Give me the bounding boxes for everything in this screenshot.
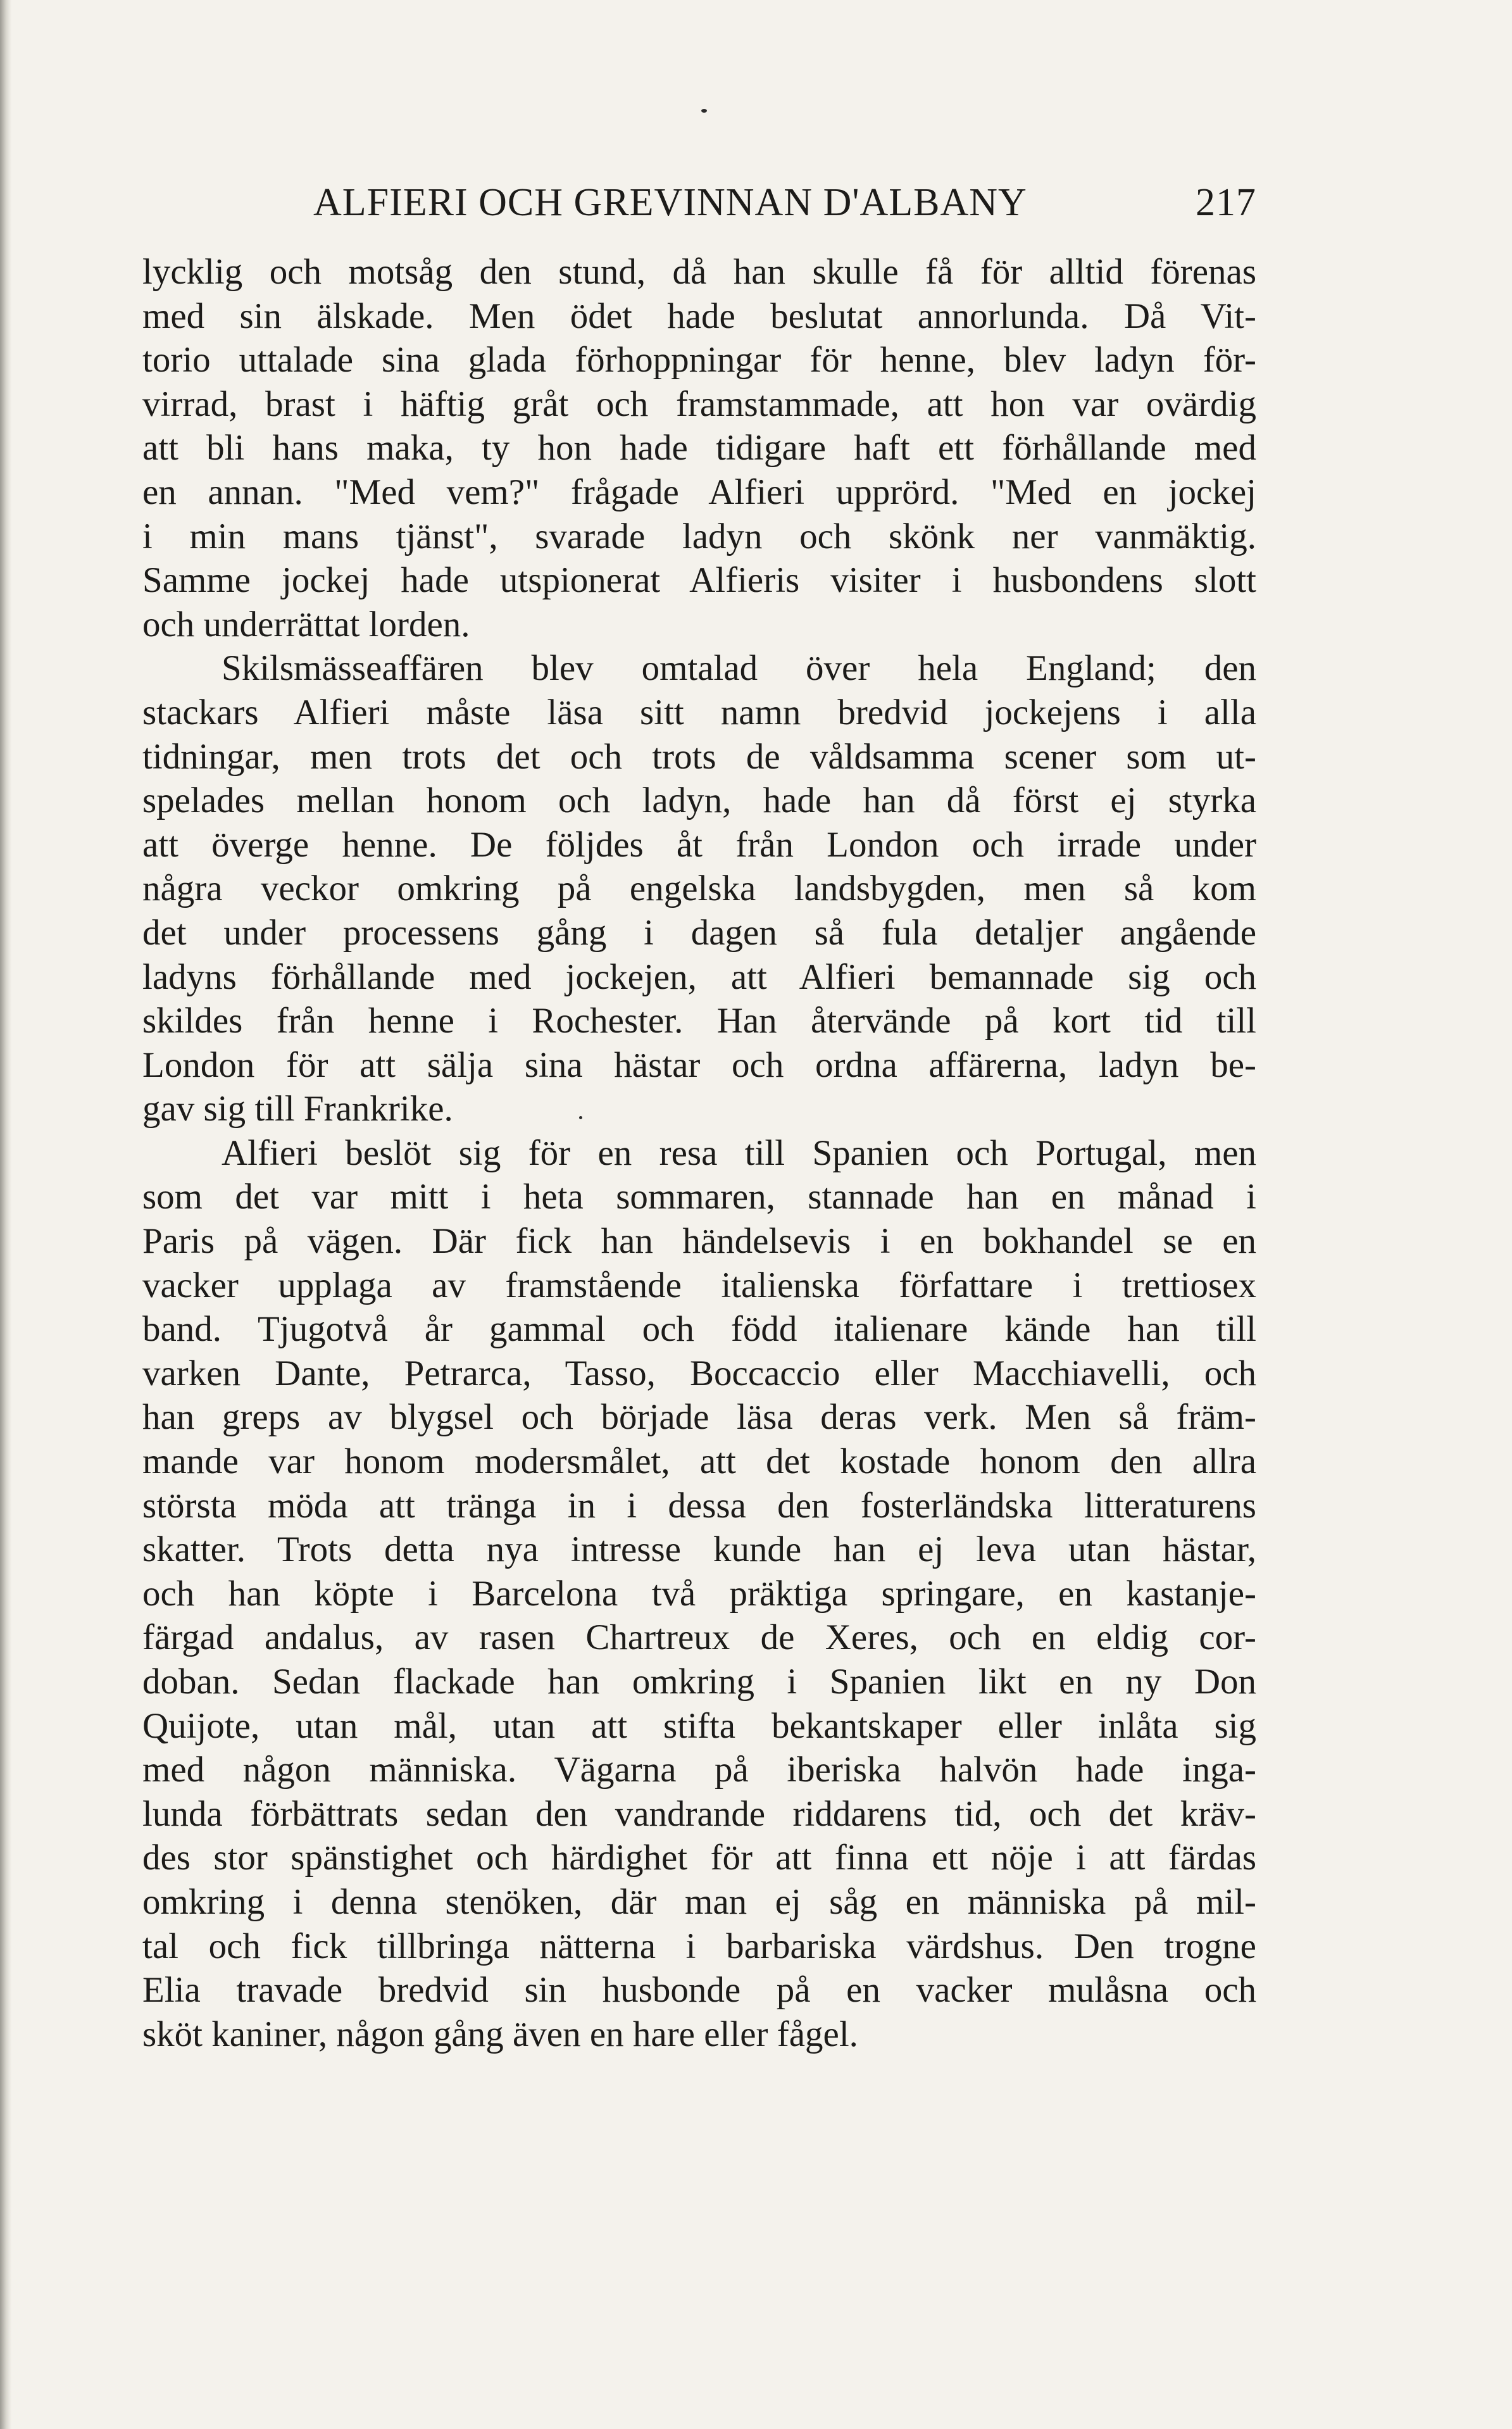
- text-line: Samme jockej hade utspionerat Alfieris visiter i husbondens slott: [142, 560, 1256, 601]
- text-line: vacker upplaga av framstående italienska författare i trettiosex: [142, 1265, 1256, 1305]
- text-line: torio uttalade sina glada förhoppningar för henne, blev ladyn för-: [142, 340, 1256, 380]
- text-line: gav sig till Frankrike.: [142, 1089, 453, 1129]
- text-line: några veckor omkring på engelska landsbygden, men så kom: [142, 869, 1256, 909]
- text-line: och han köpte i Barcelona två präktiga springare, en kastanje-: [142, 1573, 1256, 1614]
- text-line: skatter. Trots detta nya intresse kunde han ej leva utan hästar,: [142, 1529, 1256, 1570]
- text-line: lycklig och motsåg den stund, då han skulle få för alltid förenas: [142, 252, 1256, 292]
- text-line: band. Tjugotvå år gammal och född italienare kände han till: [142, 1309, 1256, 1350]
- text-line: skildes från henne i Rochester. Han återvände på kort tid till: [142, 1001, 1256, 1041]
- text-line: det under processens gång i dagen så fula detaljer angående: [142, 912, 1256, 953]
- text-line: att bli hans maka, ty hon hade tidigare haft ett förhållande med: [142, 428, 1256, 468]
- text-line: Skilsmässeaffären blev omtalad över hela England; den: [222, 648, 1256, 689]
- text-line: London för att sälja sina hästar och ordna affärerna, ladyn be-: [142, 1045, 1256, 1085]
- text-line: med någon människa. Vägarna på iberiska halvön hade inga-: [142, 1750, 1256, 1790]
- text-line: spelades mellan honom och ladyn, hade han då först ej styrka: [142, 781, 1256, 821]
- running-header: [313, 180, 1256, 244]
- text-line: Quijote, utan mål, utan att stifta bekantskaper eller inlåta sig: [142, 1705, 1256, 1746]
- text-line: stackars Alfieri måste läsa sitt namn bredvid jockejens i alla: [142, 692, 1256, 732]
- text-line: färgad andalus, av rasen Chartreux de Xeres, och en eldig cor-: [142, 1617, 1256, 1658]
- text-line: sköt kaniner, någon gång även en hare eller fågel.: [142, 2014, 858, 2054]
- text-line: ladyns förhållande med jockejen, att Alfieri bemannade sig och: [142, 957, 1256, 997]
- body-text: [142, 250, 1256, 2056]
- text-line: des stor spänstighet och härdighet för att finna ett nöje i att färdas: [142, 1838, 1256, 1878]
- text-line: omkring i denna stenöken, där man ej såg en människa på mil-: [142, 1881, 1256, 1922]
- text-line: han greps av blygsel och började läsa deras verk. Men så främ-: [142, 1397, 1256, 1438]
- text-line: Elia travade bredvid sin husbonde på en vacker mulåsna och: [142, 1970, 1256, 2011]
- text-line: att överge henne. De följdes åt från London och irrade under: [142, 824, 1256, 865]
- text-line: mande var honom modersmålet, att det kostade honom den allra: [142, 1441, 1256, 1482]
- text-line: tal och fick tillbringa nätterna i barbariska värdshus. Den trogne: [142, 1926, 1256, 1966]
- text-line: Paris på vägen. Där fick han händelsevis i en bokhandel se en: [142, 1221, 1256, 1262]
- text-line: doban. Sedan flackade han omkring i Spanien likt en ny Don: [142, 1662, 1256, 1702]
- text-line: största möda att tränga in i dessa den fosterländska litteraturens: [142, 1485, 1256, 1526]
- text-line: tidningar, men trots det och trots de våldsamma scener som ut-: [142, 736, 1256, 777]
- text-line: och underrättat lorden.: [142, 604, 470, 644]
- text-line: en annan. "Med vem?" frågade Alfieri upprörd. "Med en jockej: [142, 472, 1256, 512]
- text-line: virrad, brast i häftig gråt och framstammade, att hon var ovärdig: [142, 384, 1256, 424]
- text-line: varken Dante, Petrarca, Tasso, Boccaccio eller Macchiavelli, och: [142, 1353, 1256, 1393]
- scan-edge-shadow: [0, 0, 11, 2429]
- text-line: i min mans tjänst", svarade ladyn och skönk ner vanmäktig.: [142, 516, 1256, 556]
- page-number: 217: [1196, 181, 1256, 224]
- text-line: lunda förbättrats sedan den vandrande riddarens tid, och det kräv-: [142, 1793, 1256, 1834]
- text-line: som det var mitt i heta sommaren, stannade han en månad i: [142, 1177, 1256, 1217]
- text-line: Alfieri beslöt sig för en resa till Spanien och Portugal, men: [222, 1133, 1256, 1173]
- ink-speck: [701, 109, 707, 113]
- text-line: med sin älskade. Men ödet hade beslutat annorlunda. Då Vit-: [142, 296, 1256, 336]
- running-title: ALFIERI OCH GREVINNAN D'ALBANY: [313, 181, 1027, 224]
